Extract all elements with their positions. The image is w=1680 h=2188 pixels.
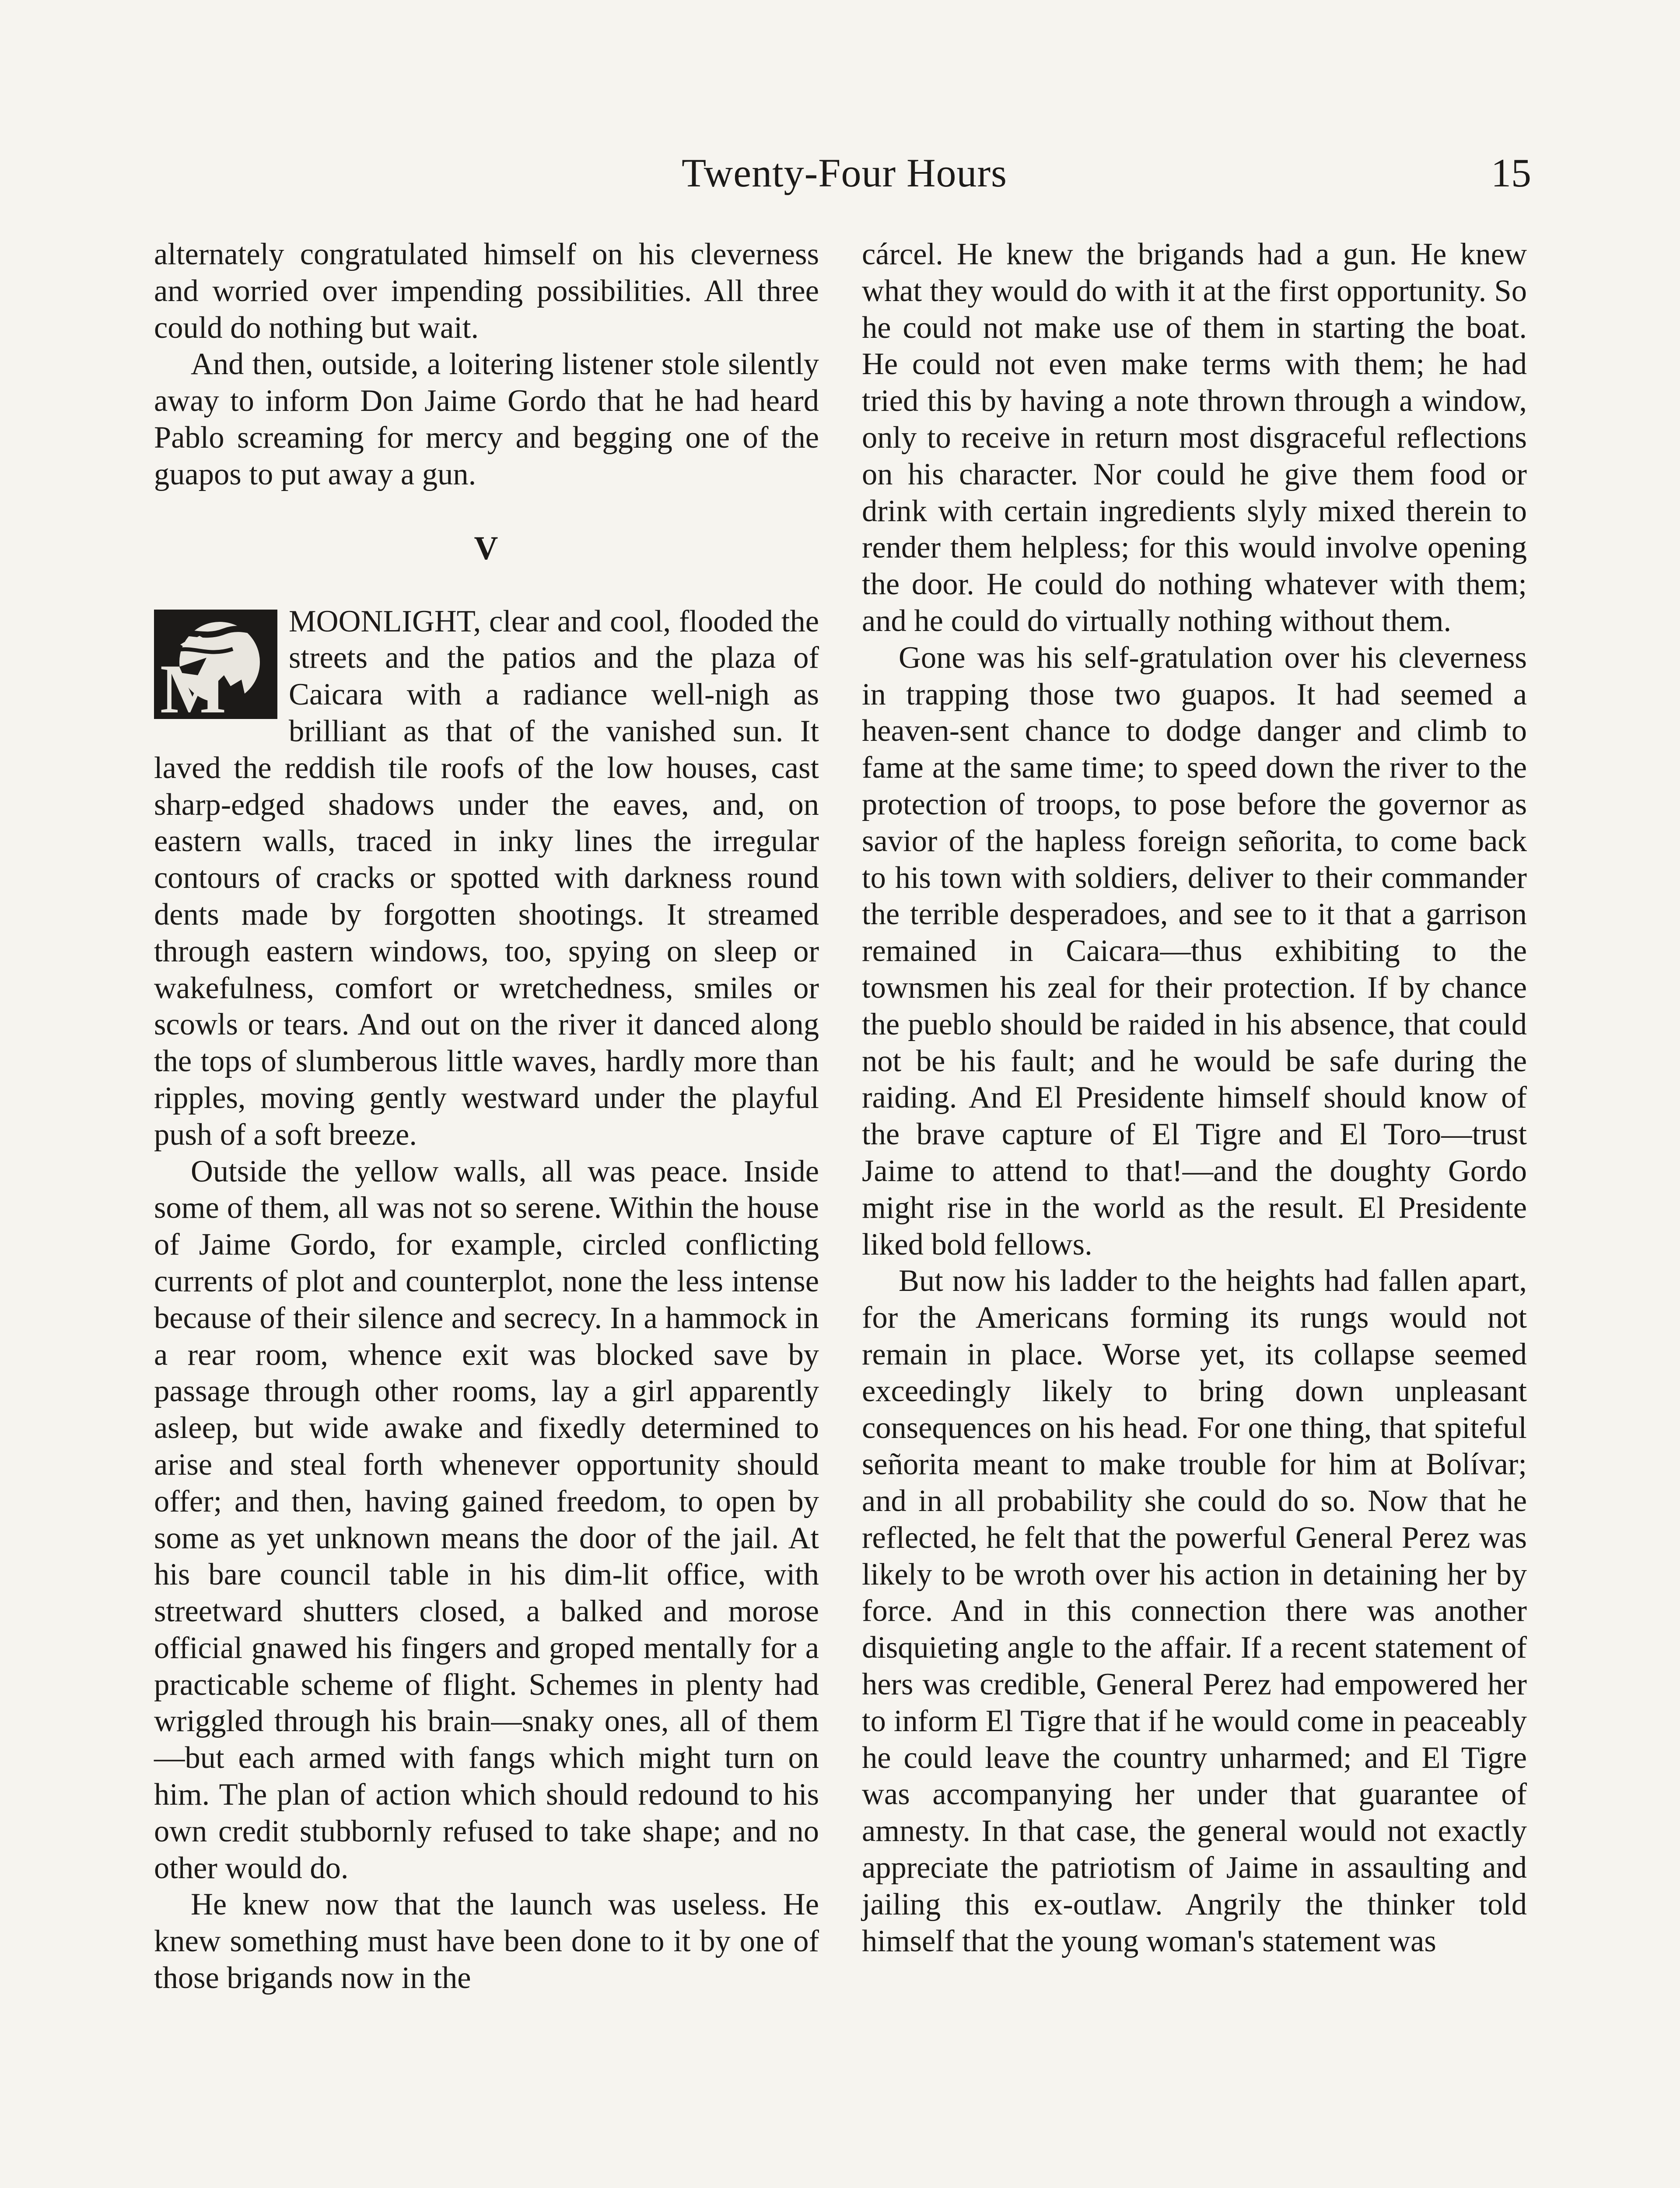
paragraph: And then, outside, a loitering listener stole silently away to inform Don Jaime Gordo that he had heard Pablo screaming for mercy and begging one of the guapos to put away a gun. [154, 347, 819, 491]
page-number: 15 [1491, 151, 1531, 195]
section-heading: V [474, 529, 499, 567]
dropcap-lead-word: MOONLIGHT, [289, 604, 489, 638]
paragraph: But now his ladder to the heights had fallen apart, for the Americans forming its rungs would not remain in place. Worse yet, its collapse seemed exceedingly likely to bring down unpleasant consequences on his head. For one thing, that spiteful señorita meant to make trouble for him at Bolívar; and in all probability she could do so. Now that he reflected, he felt that the powerful General Perez was likely to be wroth over his action in detaining her by force. And in this connection there was another disquieting angle to the affair. If a recent statement of hers was credible, General Perez had empowered her to inform El Tigre that if he would come in peaceably he could leave the country unharmed; and El Tigre was accompanying her under that guarantee of amnesty. In that case, the general would not exactly appreciate the patriotism of Jaime in assaulting and jailing this ex-outlaw. Angrily the thinker told himself that the young woman's statement was [862, 1264, 1527, 1958]
dropcap-moon-illustration [154, 610, 277, 719]
running-header [158, 144, 1531, 201]
moon-scene-icon [154, 610, 277, 719]
paragraph: alternately congratulated himself on his cleverness and worried over impending possibilities. All three could do nothing but wait. [154, 237, 819, 345]
dropcap-letter: M [160, 649, 227, 719]
paragraph-text: clear and cool, flooded the streets and the patios and the plaza of Caicara with a radiance well-nigh as brilliant as that of the vanished sun. It laved the reddish tile roofs of the low houses, cast sharp-edged shadows under the eaves, and, on eastern walls, traced in inky lines the irregular contours of cracks or spotted with darkness round dents made by forgotten shootings. It streamed through eastern windows, too, spying on sleep or wakefulness, comfort or wretchedness, smiles or scowls or tears. And out on the river it danced along the tops of slumberous little waves, hardly more than ripples, moving gently westward under the playful push of a soft breeze. [154, 604, 819, 1152]
paragraph: Gone was his self-gratulation over his cleverness in trapping those two guapos. It had seemed a heaven-sent chance to dodge danger and climb to fame at the same time; to speed down the river to the protection of troops, to pose before the governor as savior of the hapless foreign señorita, to come back to his town with soldiers, deliver to their commander the terrible desperadoes, and see to it that a garrison remained in Caicara—thus exhibiting to the townsmen his zeal for their protection. If by chance the pueblo should be raided in his absence, that could not be his fault; and he would be safe during the raiding. And El Presidente himself should know of the brave capture of El Tigre and El Toro—trust Jaime to attend to that!—and the doughty Gordo might rise in the world as the result. El Presidente liked bold fellows. [862, 640, 1527, 1262]
paragraph: Outside the yellow walls, all was peace. Inside some of them, all was not so serene. Within the house of Jaime Gordo, for example, circled conflicting currents of plot and counterplot, none the less intense because of their silence and secrecy. In a hammock in a rear room, whence exit was blocked save by passage through other rooms, lay a girl apparently asleep, but wide awake and fixedly determined to arise and steal forth whenever opportunity should offer; and then, having gained freedom, to open by some as yet unknown means the door of the jail. At his bare council table in his dim-lit office, with streetward shutters closed, a balked and morose official gnawed his fingers and groped mentally for a practicable scheme of flight. Schemes in plenty had wriggled through his brain—snaky ones, all of them—but each armed with fangs which might turn on him. The plan of action which should redound to his own credit stubbornly refused to take shape; and no other would do. [154, 1154, 819, 1885]
paragraph: cárcel. He knew the brigands had a gun. He knew what they would do with it at the first opportunity. So he could not make use of them in starting the boat. He could not even make terms with them; he had tried this by having a note thrown through a window, only to receive in return most disgraceful reflections on his character. Nor could he give them food or drink with certain ingredients slyly mixed therein to render them helpless; for this would involve opening the door. He could do nothing whatever with them; and he could do virtually nothing without them. [862, 237, 1527, 638]
chapter-opening-paragraph [154, 603, 819, 1154]
left-column [154, 236, 819, 1997]
right-column [862, 236, 1527, 1960]
running-title: Twenty-Four Hours [682, 151, 1007, 195]
paragraph: He knew now that the launch was useless. He knew something must have been done to it by one of those brigands now in the [154, 1887, 819, 1995]
